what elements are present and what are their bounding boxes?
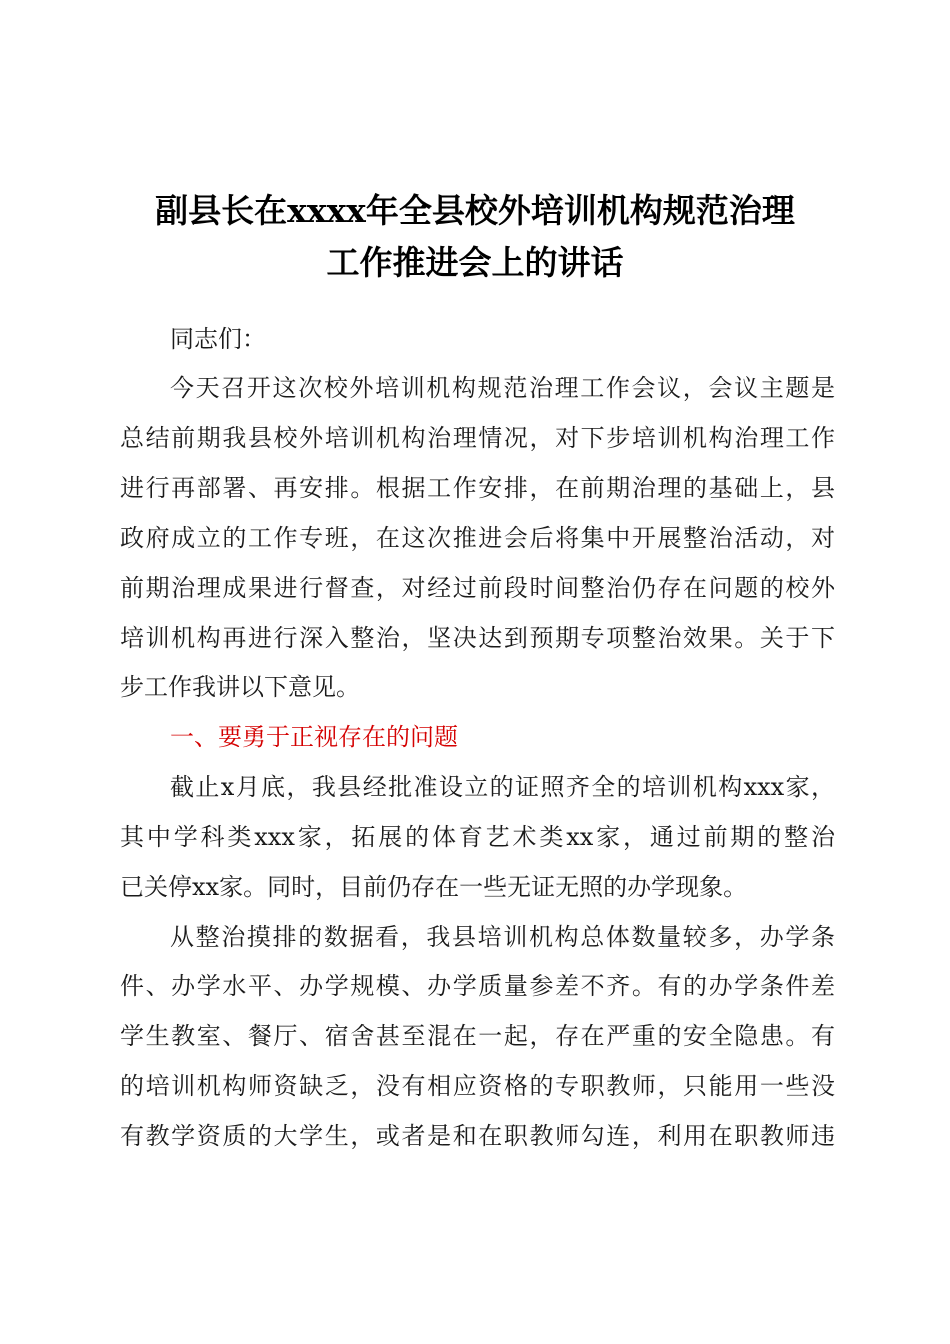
paragraph-2-line-1: 截止x月底，我县经批准设立的证照齐全的培训机构xxx家， (170, 773, 835, 801)
section-heading-1: 一、要勇于正视存在的问题 (170, 723, 458, 751)
paragraph-1-line-6: 培训机构再进行深入整治，坚决达到预期专项整治效果。关于下 (120, 624, 835, 652)
paragraph-2-line-2: 其中学科类xxx家，拓展的体育艺术类xx家，通过前期的整治 (120, 823, 835, 851)
paragraph-1-line-3: 进行再部署、再安排。根据工作安排，在前期治理的基础上，县 (120, 474, 835, 502)
paragraph-3-line-2: 件、办学水平、办学规模、办学质量参差不齐。有的办学条件差 (120, 972, 835, 1000)
paragraph-3-line-4: 的培训机构师资缺乏，没有相应资格的专职教师，只能用一些没 (120, 1072, 835, 1100)
paragraph-1-line-2: 总结前期我县校外培训机构治理情况，对下步培训机构治理工作 (120, 424, 835, 452)
paragraph-3-line-3: 学生教室、餐厅、宿舍甚至混在一起，存在严重的安全隐患。有 (120, 1022, 835, 1050)
paragraph-1-line-4: 政府成立的工作专班，在这次推进会后将集中开展整治活动，对 (120, 524, 835, 552)
paragraph-2-line-3: 已关停xx家。同时，目前仍存在一些无证无照的办学现象。 (120, 873, 748, 901)
salutation: 同志们： (170, 325, 266, 353)
paragraph-1-line-5: 前期治理成果进行督查，对经过前段时间整治仍存在问题的校外 (120, 574, 835, 602)
title-line-2: 工作推进会上的讲话 (326, 243, 624, 282)
paragraph-3-line-1: 从整治摸排的数据看，我县培训机构总体数量较多，办学条 (170, 923, 835, 951)
paragraph-1-line-7: 步工作我讲以下意见。 (120, 673, 360, 701)
paragraph-1-line-1: 今天召开这次校外培训机构规范治理工作会议，会议主题是 (170, 374, 835, 402)
paragraph-3-line-5: 有教学资质的大学生，或者是和在职教师勾连，利用在职教师违 (120, 1122, 835, 1150)
title-line-1: 副县长在xxxx年全县校外培训机构规范治理 (155, 191, 795, 230)
